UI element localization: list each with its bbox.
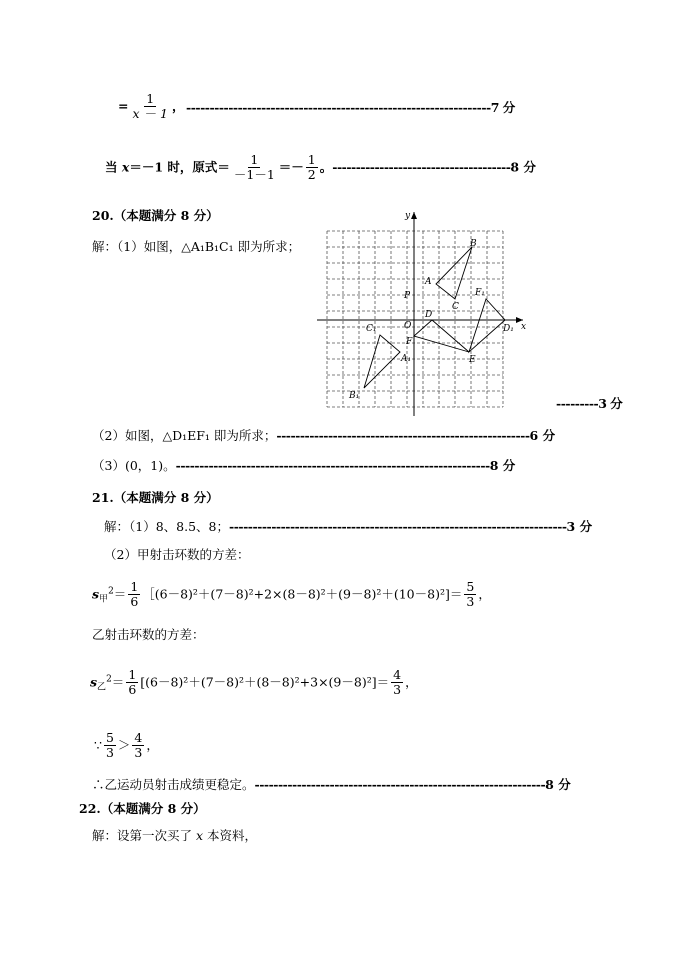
q22-title: 22.（本题满分 8 分） — [79, 801, 206, 816]
label-f1: F₁ — [475, 288, 485, 298]
label-x-axis: x — [521, 322, 527, 332]
score-line: ---------3 分 — [556, 396, 623, 411]
q20-solution-2: （2）如图，△D₁EF₁ 即为所求；------------------------------------------------------6 分 — [92, 428, 556, 443]
score-line: -----------------------------------------------------------------7 分 — [186, 100, 515, 115]
y-axis-arrow — [411, 212, 417, 219]
fraction: $\frac{4}{3}$ — [134, 730, 143, 761]
q21-solution-2: （2）甲射击环数的方差： — [104, 547, 250, 562]
q21-solution-1: 解：（1）8、8.5、8；------------------------------------------------------------------------3 分 — [104, 519, 593, 534]
label-y-axis: y — [405, 211, 411, 221]
label-p: P — [404, 291, 411, 301]
q21-solution-3: 乙射击环数的方差： — [92, 627, 205, 642]
q20-solution-1: 解：（1）如图，△A₁B₁C₁ 即为所求； — [92, 239, 301, 254]
label-d: D — [425, 310, 433, 320]
fraction: $\frac{1}{6}$ — [128, 667, 137, 698]
variance-jia: $s_甲^2=$ $\frac{1}{6}$ ［(6－8)²＋(7－8)²+2×(8－8)²＋(9－8)²＋(10－8)²]＝ $\frac{5}{3}$ ， — [92, 579, 491, 610]
triangle-def — [414, 320, 469, 352]
step-evaluate: 当 x＝－1 时，原式＝ $\frac{1}{-1-1}$ ＝－ $\frac{1}{2}$ 。--------------------------------------8 分 — [105, 152, 536, 183]
q21-title: 21.（本题满分 8 分） — [92, 490, 219, 505]
label-a: A — [425, 277, 432, 287]
fraction: $\frac{4}{3}$ — [393, 667, 402, 698]
label-e: E — [469, 355, 476, 365]
step-simplified: = $\frac{1}{x - 1}$ ， — [118, 91, 185, 122]
fraction: $\frac{5}{3}$ — [466, 579, 475, 610]
comparison: ∵ $\frac{5}{3}$ ＞ $\frac{4}{3}$ ， — [94, 730, 159, 761]
variance-yi: $s_乙^2=$ $\frac{1}{6}$ [(6－8)²＋(7－8)²＋(8－8)²+3×(9－8)²]＝ $\frac{4}{3}$ ， — [90, 667, 418, 698]
label-c: C — [452, 302, 459, 312]
fraction: $\frac{1}{2}$ — [307, 152, 316, 183]
fraction: $\frac{1}{-1-1}$ — [233, 152, 275, 183]
label-b: B — [470, 239, 477, 249]
label-c1: C₁ — [366, 324, 377, 334]
q20-title: 20.（本题满分 8 分） — [92, 208, 219, 223]
q22-solution: 解：设第一次买了 x 本资料， — [92, 828, 258, 843]
label-a1: A₁ — [401, 354, 412, 364]
q20-solution-3: （3）(0，1)。-------------------------------------------------------------------8 分 — [92, 458, 516, 473]
fraction: $\frac{5}{3}$ — [105, 730, 114, 761]
coordinate-grid-figure — [315, 206, 545, 416]
fraction: $\frac{1}{x - 1}$ — [132, 91, 168, 122]
label-f: F — [406, 337, 413, 347]
q21-conclusion: ∴乙运动员射击成绩更稳定。--------------------------------------------------------------8 分 — [92, 777, 571, 792]
label-origin: O — [404, 321, 412, 331]
triangle-abc — [436, 247, 472, 299]
label-b1: B₁ — [349, 391, 360, 401]
fraction: $\frac{1}{6}$ — [130, 579, 139, 610]
label-d1: D₁ — [503, 324, 514, 334]
